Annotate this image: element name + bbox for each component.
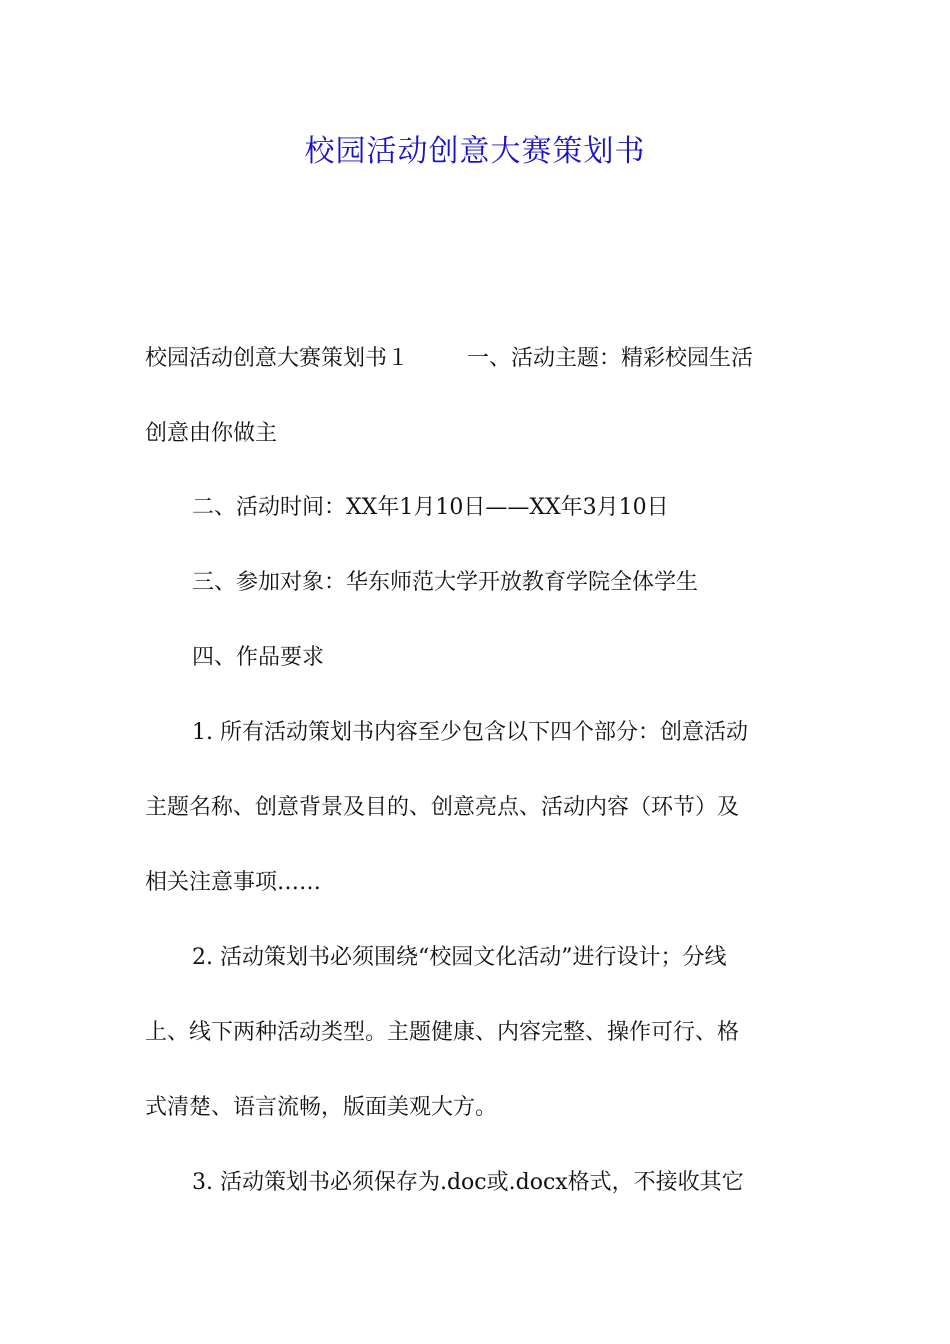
paragraph-line-9: 2. 活动策划书必须围绕“校园文化活动”进行设计；分线 [192, 945, 727, 970]
paragraph-line-1-part-2: 一、活动主题：精彩校园生活 [467, 346, 754, 371]
paragraph-line-2: 创意由你做主 [145, 421, 278, 446]
paragraph-line-3: 二、活动时间：XX年1月10日——XX年3月10日 [192, 495, 669, 520]
paragraph-line-1-part-1: 校园活动创意大赛策划书１ [145, 346, 410, 371]
paragraph-line-5: 四、作品要求 [192, 645, 325, 670]
paragraph-line-10: 上、线下两种活动类型。主题健康、内容完整、操作可行、格 [145, 1020, 740, 1045]
paragraph-line-7: 主题名称、创意背景及目的、创意亮点、活动内容（环节）及 [145, 795, 740, 820]
document-title: 校园活动创意大赛策划书 [304, 134, 646, 169]
paragraph-line-4: 三、参加对象：华东师范大学开放教育学院全体学生 [192, 570, 699, 595]
paragraph-line-6: 1. 所有活动策划书内容至少包含以下四个部分：创意活动 [192, 720, 748, 745]
paragraph-line-11: 式清楚、语言流畅，版面美观大方。 [145, 1095, 498, 1120]
paragraph-line-12: 3. 活动策划书必须保存为.doc或.docx格式，不接收其它 [192, 1170, 744, 1195]
paragraph-line-1 [145, 341, 815, 377]
paragraph-line-8: 相关注意事项…… [145, 870, 322, 895]
